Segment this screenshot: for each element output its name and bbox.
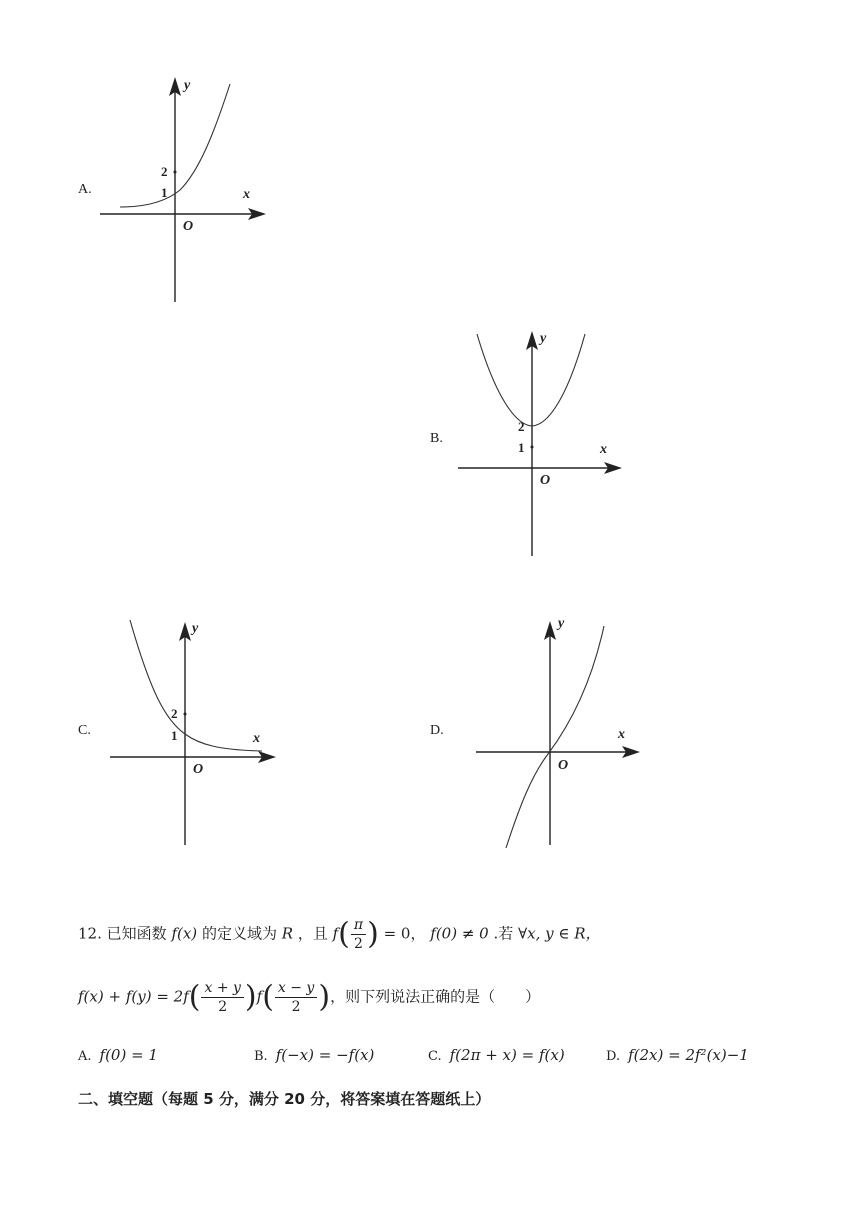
curve-d bbox=[506, 626, 604, 848]
math-eq0: = 0， bbox=[383, 924, 426, 943]
math-f: f bbox=[256, 987, 263, 1006]
fraction-x-minus-y: $\frac{x - y}{2}$ bbox=[275, 979, 317, 1016]
y-axis-label: y bbox=[192, 621, 199, 636]
y-axis-label: y bbox=[558, 616, 565, 631]
x-axis-label: x bbox=[253, 731, 260, 746]
x-axis-label: x bbox=[618, 727, 625, 742]
option-c-label: C. bbox=[78, 723, 91, 738]
tick-1: 1 bbox=[161, 185, 168, 200]
origin-label: O bbox=[540, 473, 551, 488]
question-text: ，且 bbox=[297, 924, 328, 943]
math-lhs: f(x) + f(y) = 2f bbox=[78, 987, 189, 1006]
origin-label: O bbox=[193, 762, 204, 777]
question-line-1: 12. 已知函数 f(x) 的定义域为 R ，且 f( $\frac{\pi}{2}$ ) = 0， f(0) ≠ 0 .若 ∀x, y ∈ R， bbox=[78, 916, 601, 952]
fraction-pi-2: $\frac{\pi}{2}$ bbox=[351, 916, 366, 953]
choice-c[interactable]: C. f(2π + x) = f(x) bbox=[428, 1046, 565, 1064]
question-text: .若 bbox=[493, 924, 514, 943]
question-text: 的定义域为 bbox=[201, 924, 277, 943]
math-f: f bbox=[332, 924, 339, 943]
tick-2: 2 bbox=[518, 419, 525, 434]
choice-d[interactable]: D. f(2x) = 2f²(x)−1 bbox=[606, 1046, 749, 1064]
choice-b[interactable]: B. f(−x) = −f(x) bbox=[254, 1046, 375, 1064]
option-d-label: D. bbox=[430, 723, 444, 738]
question-text: ，则下列说法正确的是（ ） bbox=[330, 987, 541, 1006]
choices-row bbox=[78, 1046, 798, 1070]
section-title: 二、填空题（每题 5 分，满分 20 分，将答案填在答题纸上） bbox=[78, 1090, 491, 1108]
option-b-label: B. bbox=[430, 431, 443, 446]
y-axis-label: y bbox=[184, 78, 191, 93]
tick-1: 1 bbox=[518, 440, 525, 455]
question-number: 12. bbox=[78, 924, 102, 943]
math-fx: f(x) bbox=[171, 924, 198, 943]
tick-2: 2 bbox=[161, 164, 168, 179]
choice-a[interactable]: A. f(0) = 1 bbox=[78, 1046, 158, 1064]
math-forall: ∀x, y ∈ R， bbox=[518, 924, 601, 943]
math-f0ne: f(0) ≠ 0 bbox=[430, 924, 489, 943]
math-R: R bbox=[281, 924, 294, 943]
y-axis-label: y bbox=[540, 331, 547, 346]
tick-2: 2 bbox=[171, 706, 178, 721]
origin-label: O bbox=[183, 219, 194, 234]
option-a-label: A. bbox=[78, 182, 92, 197]
question-line-2: f(x) + f(y) = 2f( $\frac{x + y}{2}$ )f( $\frac{x - y}{2}$ )，则下列说法正确的是（ ） bbox=[78, 979, 541, 1015]
x-axis-label: x bbox=[243, 187, 250, 202]
fraction-x-plus-y: $\frac{x + y}{2}$ bbox=[201, 979, 243, 1016]
question-text: 已知函数 bbox=[106, 924, 167, 943]
x-axis-label: x bbox=[600, 442, 607, 457]
tick-1: 1 bbox=[171, 728, 178, 743]
origin-label: O bbox=[558, 758, 569, 773]
